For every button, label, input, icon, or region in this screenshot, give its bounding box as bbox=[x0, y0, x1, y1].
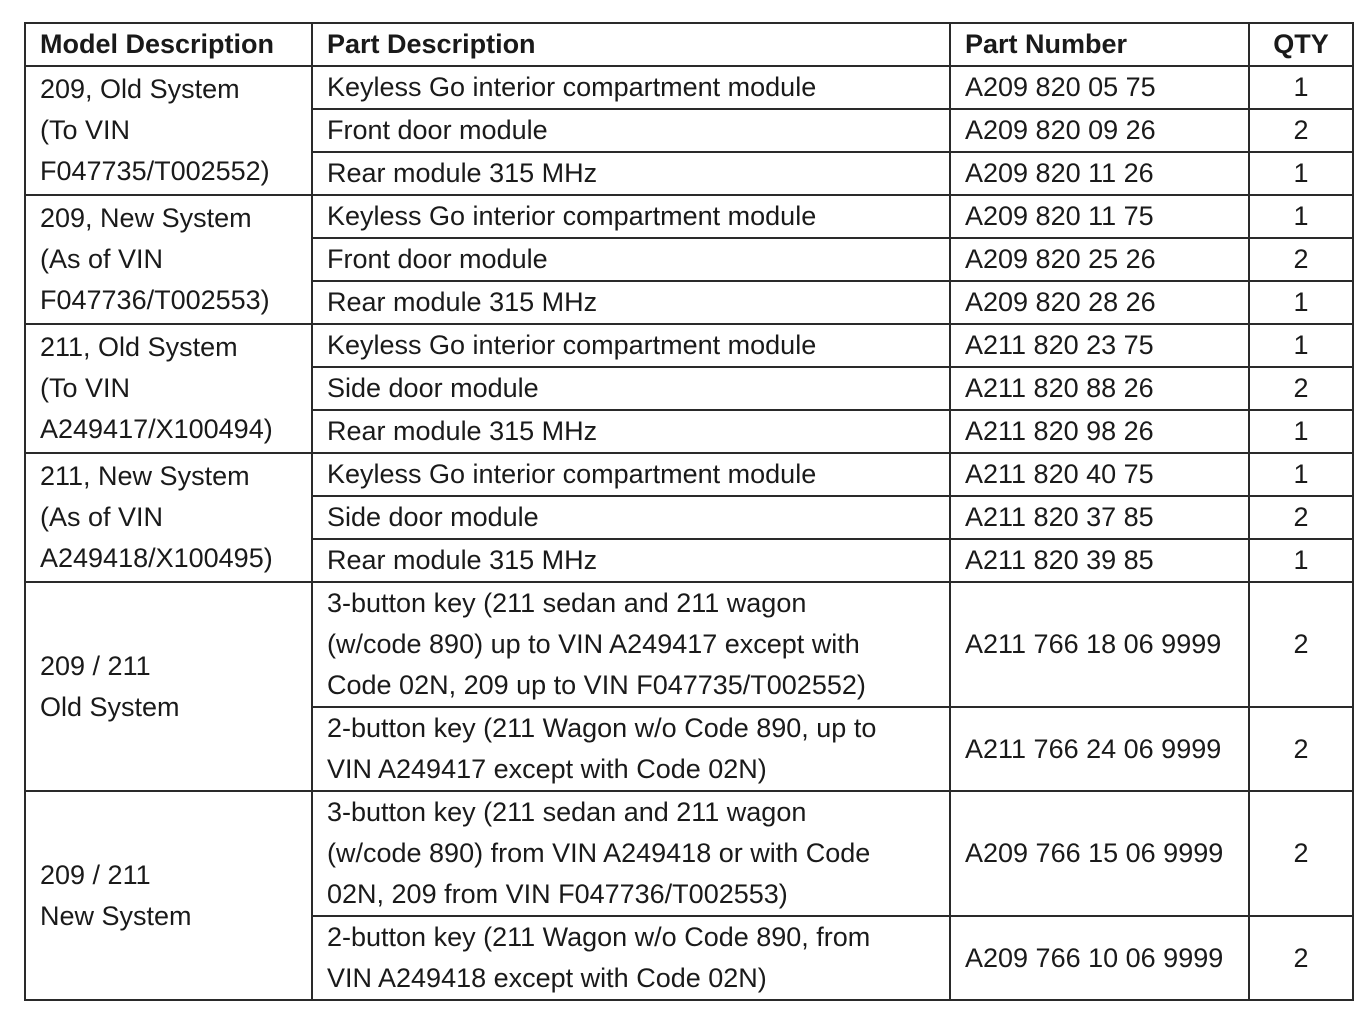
part-description-line: Front door module bbox=[327, 244, 548, 274]
part-description-line: Rear module 315 MHz bbox=[327, 545, 598, 575]
model-description-line: A249418/X100495) bbox=[40, 543, 273, 573]
part-description-line: (w/code 890) up to VIN A249417 except with bbox=[327, 629, 860, 659]
part-number-cell: A209 766 15 06 9999 bbox=[950, 791, 1249, 916]
header-part-number: Part Number bbox=[950, 23, 1249, 66]
table-row bbox=[25, 453, 1353, 496]
part-number-cell: A211 820 23 75 bbox=[950, 324, 1249, 367]
part-description-line: Keyless Go interior compartment module bbox=[327, 330, 817, 360]
model-description-line: 209 / 211 bbox=[40, 650, 151, 681]
qty-cell: 2 bbox=[1249, 367, 1353, 410]
model-description-line: 209 / 211 bbox=[40, 859, 151, 890]
model-description-line: 211, New System bbox=[40, 461, 250, 491]
qty-cell: 2 bbox=[1249, 496, 1353, 539]
model-description-line: (As of VIN bbox=[40, 244, 164, 274]
table-row bbox=[25, 66, 1353, 109]
part-description-line: Code 02N, 209 up to VIN F047735/T002552) bbox=[327, 670, 866, 700]
part-number-cell: A211 820 39 85 bbox=[950, 539, 1249, 582]
qty-cell: 2 bbox=[1249, 707, 1353, 791]
part-description-cell bbox=[312, 66, 950, 109]
part-description-line: VIN A249418 except with Code 02N) bbox=[327, 963, 767, 993]
part-description-cell bbox=[312, 324, 950, 367]
part-number-cell: A211 820 98 26 bbox=[950, 410, 1249, 453]
header-model-description: Model Description bbox=[25, 23, 312, 66]
part-description-line: Rear module 315 MHz bbox=[327, 416, 598, 446]
part-number-cell: A211 820 37 85 bbox=[950, 496, 1249, 539]
table-row bbox=[25, 582, 1353, 707]
qty-cell: 2 bbox=[1249, 582, 1353, 707]
part-number-cell: A211 766 24 06 9999 bbox=[950, 707, 1249, 791]
part-description-line: Rear module 315 MHz bbox=[327, 158, 598, 188]
model-description-cell bbox=[25, 66, 312, 195]
part-description-line: 3-button key (211 sedan and 211 wagon bbox=[327, 588, 807, 618]
part-description-cell bbox=[312, 109, 950, 152]
part-description-cell bbox=[312, 496, 950, 539]
part-number-cell: A209 820 11 75 bbox=[950, 195, 1249, 238]
header-qty: QTY bbox=[1249, 23, 1353, 66]
table-body bbox=[25, 66, 1353, 1000]
qty-cell: 1 bbox=[1249, 195, 1353, 238]
part-description-line: Front door module bbox=[327, 115, 548, 145]
part-description-line: Rear module 315 MHz bbox=[327, 287, 598, 317]
part-description-line: Keyless Go interior compartment module bbox=[327, 201, 817, 231]
table-row bbox=[25, 791, 1353, 916]
part-number-cell: A211 820 88 26 bbox=[950, 367, 1249, 410]
part-number-cell: A209 820 11 26 bbox=[950, 152, 1249, 195]
part-description-line: Keyless Go interior compartment module bbox=[327, 459, 817, 489]
part-description-cell bbox=[312, 367, 950, 410]
model-description-cell bbox=[25, 582, 312, 791]
model-description-line: (To VIN bbox=[40, 373, 131, 403]
qty-cell: 1 bbox=[1249, 453, 1353, 496]
qty-cell: 1 bbox=[1249, 66, 1353, 109]
part-number-cell: A209 820 28 26 bbox=[950, 281, 1249, 324]
model-description-cell bbox=[25, 453, 312, 582]
part-number-cell: A209 820 05 75 bbox=[950, 66, 1249, 109]
model-description-line: Old System bbox=[40, 691, 180, 722]
model-description-line: 209, Old System bbox=[40, 74, 240, 104]
part-number-cell: A211 766 18 06 9999 bbox=[950, 582, 1249, 707]
part-description-line: 2-button key (211 Wagon w/o Code 890, from bbox=[327, 922, 871, 952]
model-description-line: (To VIN bbox=[40, 115, 131, 145]
part-description-line: VIN A249417 except with Code 02N) bbox=[327, 754, 767, 784]
qty-cell: 2 bbox=[1249, 238, 1353, 281]
part-description-line: Side door module bbox=[327, 373, 539, 403]
part-description-cell bbox=[312, 539, 950, 582]
part-description-cell bbox=[312, 410, 950, 453]
model-description-line: (As of VIN bbox=[40, 502, 164, 532]
qty-cell: 1 bbox=[1249, 152, 1353, 195]
qty-cell: 2 bbox=[1249, 791, 1353, 916]
part-description-line: (w/code 890) from VIN A249418 or with Code bbox=[327, 838, 871, 868]
qty-cell: 1 bbox=[1249, 324, 1353, 367]
header-part-description: Part Description bbox=[312, 23, 950, 66]
part-description-line: 2-button key (211 Wagon w/o Code 890, up to bbox=[327, 713, 877, 743]
part-description-cell bbox=[312, 281, 950, 324]
model-description-line: New System bbox=[40, 900, 192, 931]
model-description-cell bbox=[25, 195, 312, 324]
model-description-line: 209, New System bbox=[40, 203, 252, 233]
qty-cell: 1 bbox=[1249, 281, 1353, 324]
qty-cell: 2 bbox=[1249, 109, 1353, 152]
table-row bbox=[25, 324, 1353, 367]
part-description-cell bbox=[312, 916, 950, 1000]
parts-table bbox=[24, 22, 1354, 1001]
qty-cell: 2 bbox=[1249, 916, 1353, 1000]
part-description-line: Keyless Go interior compartment module bbox=[327, 72, 817, 102]
part-number-cell: A211 820 40 75 bbox=[950, 453, 1249, 496]
part-description-line: Side door module bbox=[327, 502, 539, 532]
part-number-cell: A209 820 25 26 bbox=[950, 238, 1249, 281]
part-description-cell bbox=[312, 152, 950, 195]
part-description-cell bbox=[312, 453, 950, 496]
part-description-cell bbox=[312, 582, 950, 707]
part-description-cell bbox=[312, 195, 950, 238]
model-description-line: A249417/X100494) bbox=[40, 414, 273, 444]
part-description-line: 02N, 209 from VIN F047736/T002553) bbox=[327, 879, 788, 909]
model-description-cell bbox=[25, 791, 312, 1000]
part-description-cell bbox=[312, 791, 950, 916]
part-number-cell: A209 820 09 26 bbox=[950, 109, 1249, 152]
qty-cell: 1 bbox=[1249, 410, 1353, 453]
model-description-line: F047736/T002553) bbox=[40, 285, 270, 315]
part-description-line: 3-button key (211 sedan and 211 wagon bbox=[327, 797, 807, 827]
part-number-cell: A209 766 10 06 9999 bbox=[950, 916, 1249, 1000]
model-description-line: 211, Old System bbox=[40, 332, 238, 362]
part-description-cell bbox=[312, 238, 950, 281]
part-description-cell bbox=[312, 707, 950, 791]
qty-cell: 1 bbox=[1249, 539, 1353, 582]
table-row bbox=[25, 195, 1353, 238]
model-description-line: F047735/T002552) bbox=[40, 156, 270, 186]
header-row bbox=[25, 23, 1353, 66]
model-description-cell bbox=[25, 324, 312, 453]
